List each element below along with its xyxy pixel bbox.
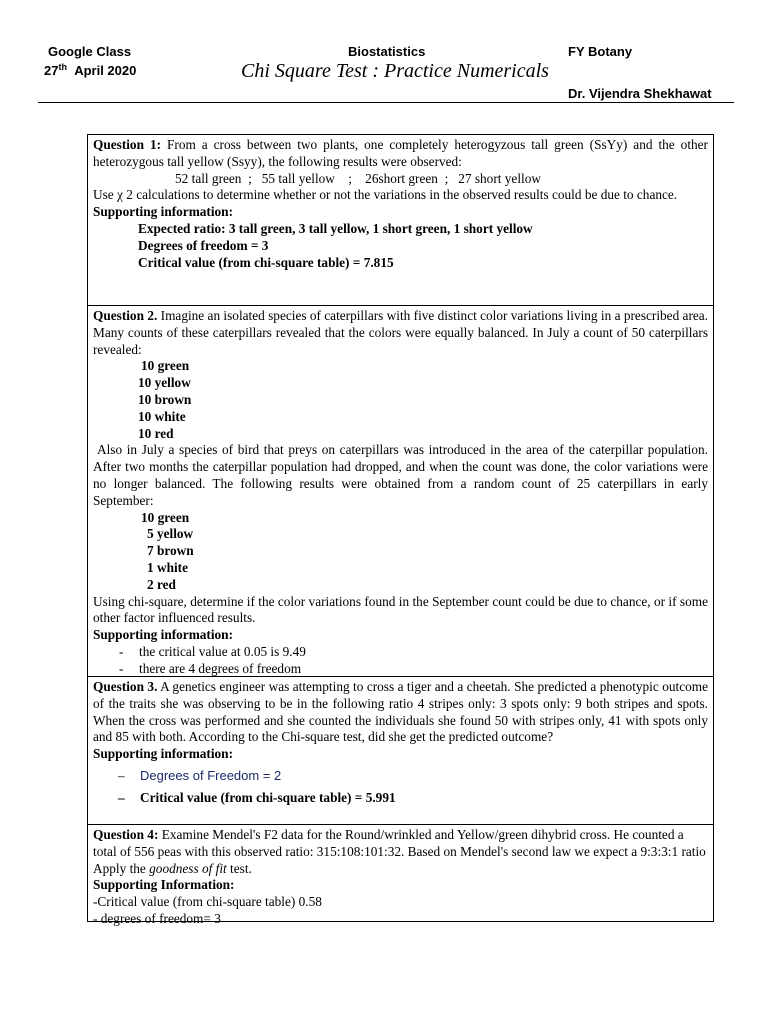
date-day: 27 <box>44 63 59 78</box>
question-1-results: 52 tall green ; 55 tall yellow ; 26short green ; 27 short yellow <box>175 170 541 186</box>
question-1-degrees-of-freedom: Degrees of freedom = 3 <box>138 237 269 253</box>
question-4-text: Examine Mendel's F2 data for the Round/wrinkled and Yellow/green dihybrid cross. He counted a total of 556 peas with this observed ratio: 315:108:101:32. Based on Mendel's second law we expect a 9:3:3:1 ratio Apply the <box>93 827 706 876</box>
date-suffix: th <box>58 62 67 72</box>
july-count-green: 10 green <box>141 358 190 374</box>
question-2-support-label: Supporting information: <box>93 627 234 643</box>
question-2-critical-value: the critical value at 0.05 is 9.49 <box>139 643 306 659</box>
july-count-brown: 10 brown <box>138 391 192 407</box>
header-rule <box>38 102 734 103</box>
question-2-support-item <box>93 644 708 661</box>
sept-count-white: 1 white <box>147 559 188 575</box>
question-2-label: Question 2. <box>93 308 158 323</box>
july-count-white: 10 white <box>138 408 186 424</box>
question-1-text: From a cross between two plants, one completely heterogyzous tall green (SsYy) and the other heterozygous tall yellow (Ssyy), the following results were observed: <box>93 137 708 169</box>
dash-marker: - <box>119 643 124 659</box>
question-1-critical-value: Critical value (from chi-square table) = 7.815 <box>138 254 394 270</box>
july-count-red: 10 red <box>138 425 174 441</box>
question-3-label: Question 3. <box>93 679 158 694</box>
question-4-text-end: test. <box>230 860 252 876</box>
class-label: Google Class <box>48 44 132 59</box>
question-3-degrees-of-freedom: Degrees of Freedom = 2 <box>140 767 282 783</box>
question-1-expected-ratio: Expected ratio: 3 tall green, 3 tall yellow, 1 short green, 1 short yellow <box>138 220 533 236</box>
dash-marker: – <box>118 789 125 805</box>
sept-count-red: 2 red <box>147 576 176 592</box>
question-4-italic-term: goodness of fit <box>149 860 227 876</box>
dash-marker: - <box>119 660 124 676</box>
dash-marker: – <box>118 767 125 783</box>
question-1-instruction: Use χ 2 calculations to determine whether or not the variations in the observed results could be due to chance. <box>93 187 678 203</box>
question-2-text-3: Using chi-square, determine if the color variations found in the September count could be due to chance, or if some other factor influenced results. <box>93 593 708 626</box>
author-name: Dr. Vijendra Shekhawat <box>568 86 712 101</box>
question-3-critical-value: Critical value (from chi-square table) = 5.991 <box>140 789 396 805</box>
question-2-text: Imagine an isolated species of caterpillars with five distinct color variations living in a prescribed area. Many counts of these caterpillars revealed that the colors were equally balanced. In July a count of 50 caterpillars revealed: <box>93 308 709 357</box>
question-4-body <box>93 827 708 877</box>
question-4-label: Question 4: <box>93 827 159 842</box>
document-title: Chi Square Test : Practice Numericals <box>241 60 549 82</box>
question-4-degrees-of-freedom: - degrees of freedom= 3 <box>93 910 221 926</box>
questions-table <box>87 134 714 926</box>
july-count-yellow: 10 yellow <box>138 375 191 391</box>
question-4-critical-value: -Critical value (from chi-square table) 0.58 <box>93 894 322 910</box>
question-3-text: A genetics engineer was attempting to cross a tiger and a cheetah. She predicted a phenotypic outcome of the traits she was observing to be in the following ratio 4 stripes only: 3 spots only: 9 both stripes and spots. When the cross was performed and she counted the individuals she found 50 with stripes only, 41 with spots only and 85 with both. According to the Chi-square test, did she get the predicted outcome? <box>93 679 709 745</box>
question-3-cell <box>88 676 713 824</box>
question-2-support-item <box>93 661 708 678</box>
question-3-support-label: Supporting information: <box>93 746 234 762</box>
question-1-cell <box>88 135 713 305</box>
question-1-label: Question 1: <box>93 137 162 152</box>
subject-label: Biostatistics <box>348 44 426 59</box>
question-3-body <box>93 679 708 746</box>
sept-count-yellow: 5 yellow <box>147 526 194 542</box>
question-3-support-item <box>93 789 708 807</box>
question-3-support-item <box>93 767 708 785</box>
sept-count-green: 10 green <box>141 509 190 525</box>
question-2-cell <box>88 305 713 676</box>
question-2-degrees-of-freedom: there are 4 degrees of freedom <box>139 660 302 676</box>
question-2-text-2: Also in July a species of bird that preys on caterpillars was introduced in the area of the caterpillar population. After two months the caterpillar population had dropped, and when the count was done, the color variations were no longer balanced. The following results were obtained from a random count of 25 caterpillars in early September: <box>93 442 708 508</box>
question-2-body <box>93 308 708 358</box>
sept-count-brown: 7 brown <box>147 543 194 559</box>
question-1-body <box>93 137 708 171</box>
question-1-support-label: Supporting information: <box>93 204 234 220</box>
date <box>44 63 136 78</box>
date-rest: April 2020 <box>74 63 137 78</box>
question-4-cell <box>88 824 713 926</box>
question-4-support-label: Supporting Information: <box>93 877 235 893</box>
course-label: FY Botany <box>568 44 633 59</box>
